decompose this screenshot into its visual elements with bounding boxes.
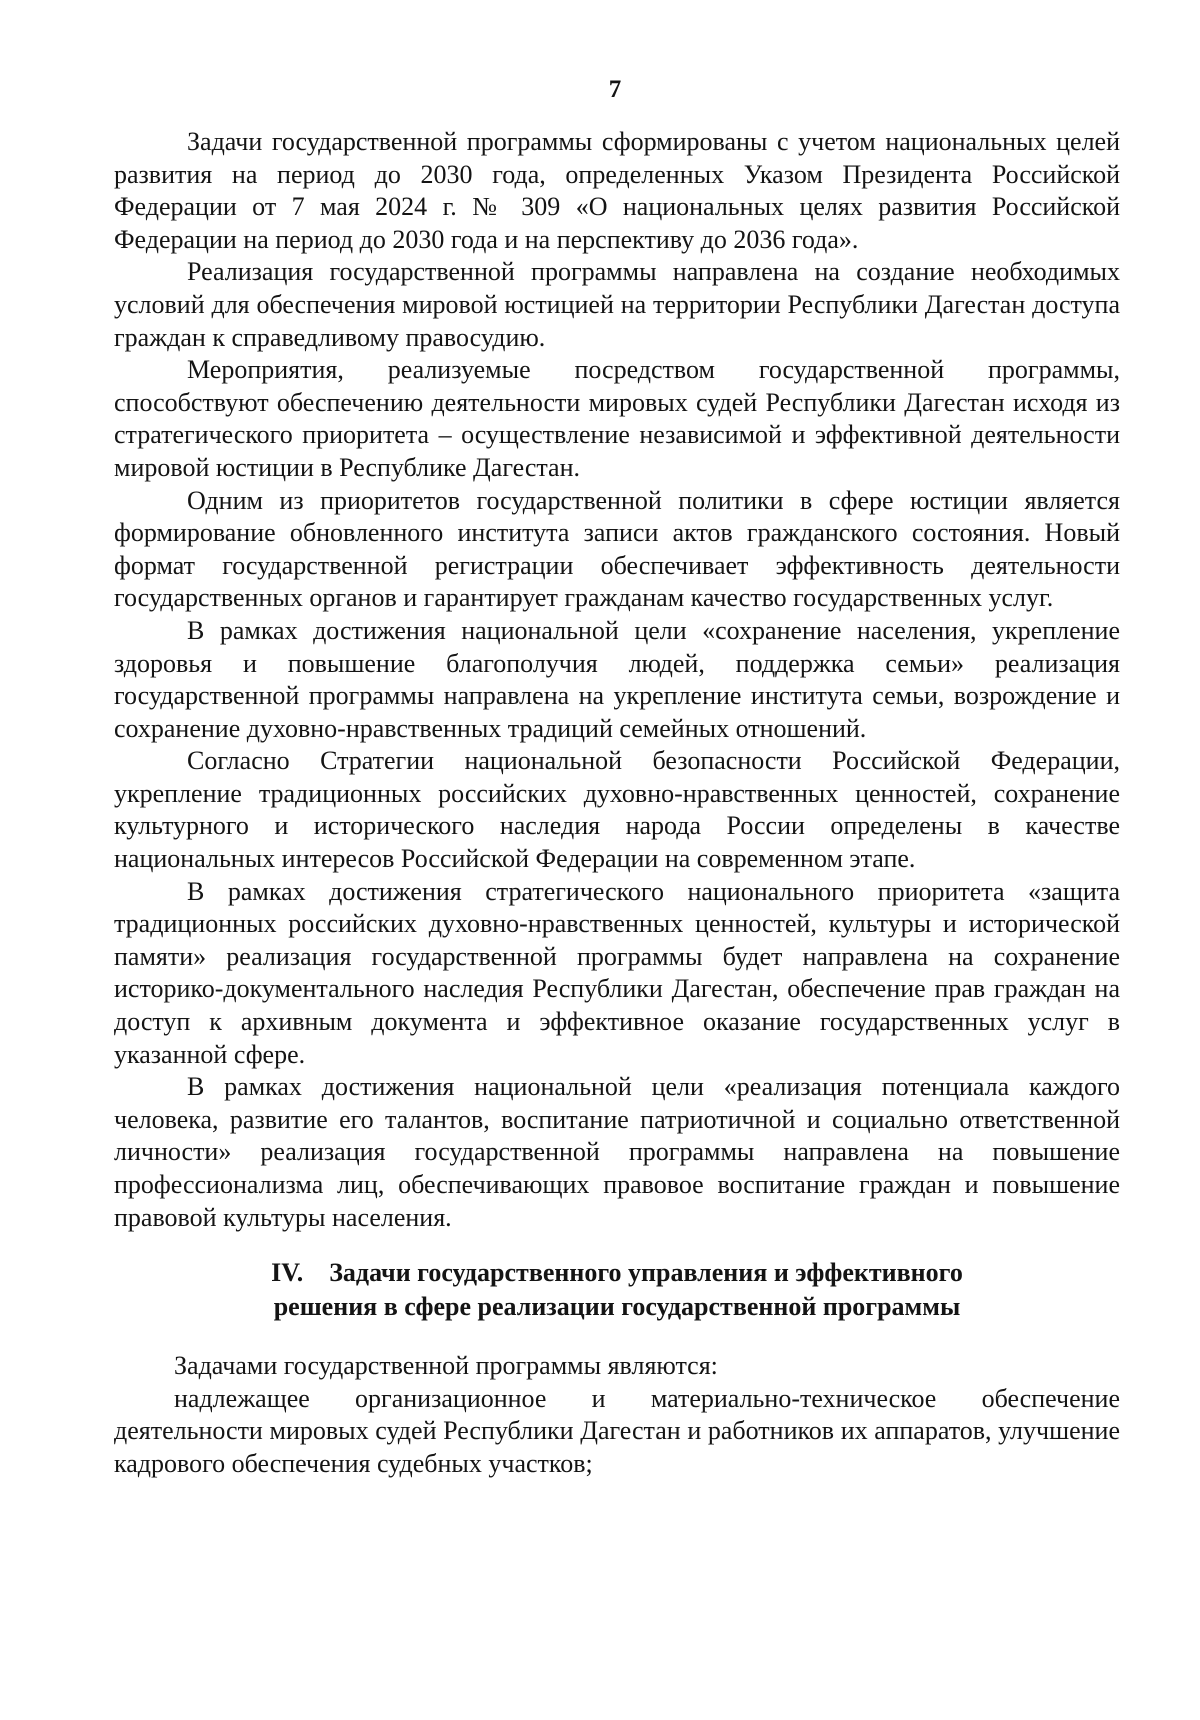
paragraph-family-goal: В рамках достижения национальной цели «сохранение населения, укрепление здоровья и повышение благополучия людей, поддержка семьи» реализация государственной программы направлена на укрепление института семьи, возрождение и сохранение духовно-нравственных традиций семейных отношений.: [114, 615, 1120, 743]
paragraph-civil-registry: Одним из приоритетов государственной политики в сфере юстиции является формирование обновленного института записи актов гражданского состояния. Новый формат государственной регистрации обеспечивает эффективность деятельности государственных органов и гарантирует гражданам качество государственных услуг.: [114, 485, 1120, 613]
section-title-line-1: Задачи государственного управления и эффективного: [329, 1258, 963, 1288]
paragraph-tasks-intro: Задачами государственной программы являются:: [174, 1351, 718, 1381]
paragraph-personal-potential: В рамках достижения национальной цели «реализация потенциала каждого человека, развитие его талантов, воспитание патриотичной и социально ответственной личности» реализация государственной программы направлена на повышение профессионализма лиц, обеспечивающих правовое воспитание граждан и повышение правовой культуры населения.: [114, 1072, 1120, 1232]
paragraph-security-strategy: Согласно Стратегии национальной безопасности Российской Федерации, укрепление традиционных российских духовно-нравственных ценностей, сохранение культурного и исторического наследия народа России определены в качестве национальных интересов Российской Федерации на современном этапе.: [114, 746, 1120, 874]
paragraph-measures: Мероприятия, реализуемые посредством государственной программы, способствуют обеспечению деятельности мировых судей Республики Дагестан исходя из стратегического приоритета – осуществление независимой и эффективной деятельности мировой юстиции в Республике Дагестан.: [114, 355, 1120, 482]
section-title-line-2: решения в сфере реализации государственной программы: [273, 1292, 961, 1322]
paragraph-program-aim: Реализация государственной программы направлена на создание необходимых условий для обеспечения мировой юстицией на территории Республики Дагестан доступа граждан к справедливому правосудию.: [114, 257, 1120, 352]
paragraph-task-item-1: надлежащее организационное и материально-техническое обеспечение деятельности мировых судей Республики Дагестан и работников их аппаратов, улучшение кадрового обеспечения судебных участков;: [114, 1383, 1120, 1478]
section-heading-line-1: [114, 1256, 1120, 1290]
document-body: [114, 126, 1120, 1481]
paragraph-heritage-priority: В рамках достижения стратегического национального приоритета «защита традиционных российских духовно-нравственных ценностей, культуры и исторической памяти» реализация государственной программы будет направлена на сохранение историко-документального наследия Республики Дагестан, обеспечение прав граждан на доступ к архивным документа и эффективное оказание государственных услуг в указанной сфере.: [114, 876, 1120, 1069]
section-number: IV.: [271, 1258, 304, 1288]
page-number: 7: [608, 76, 622, 103]
section-heading: [114, 1256, 1120, 1324]
paragraph-goals-tasks: Задачи государственной программы сформированы с учетом национальных целей развития на период до 2030 года, определенных Указом Президента Российской Федерации от 7 мая 2024 г. № 309 «О национальных целях развития Российской Федерации на период до 2030 года и на перспективу до 2036 года».: [114, 127, 1120, 254]
